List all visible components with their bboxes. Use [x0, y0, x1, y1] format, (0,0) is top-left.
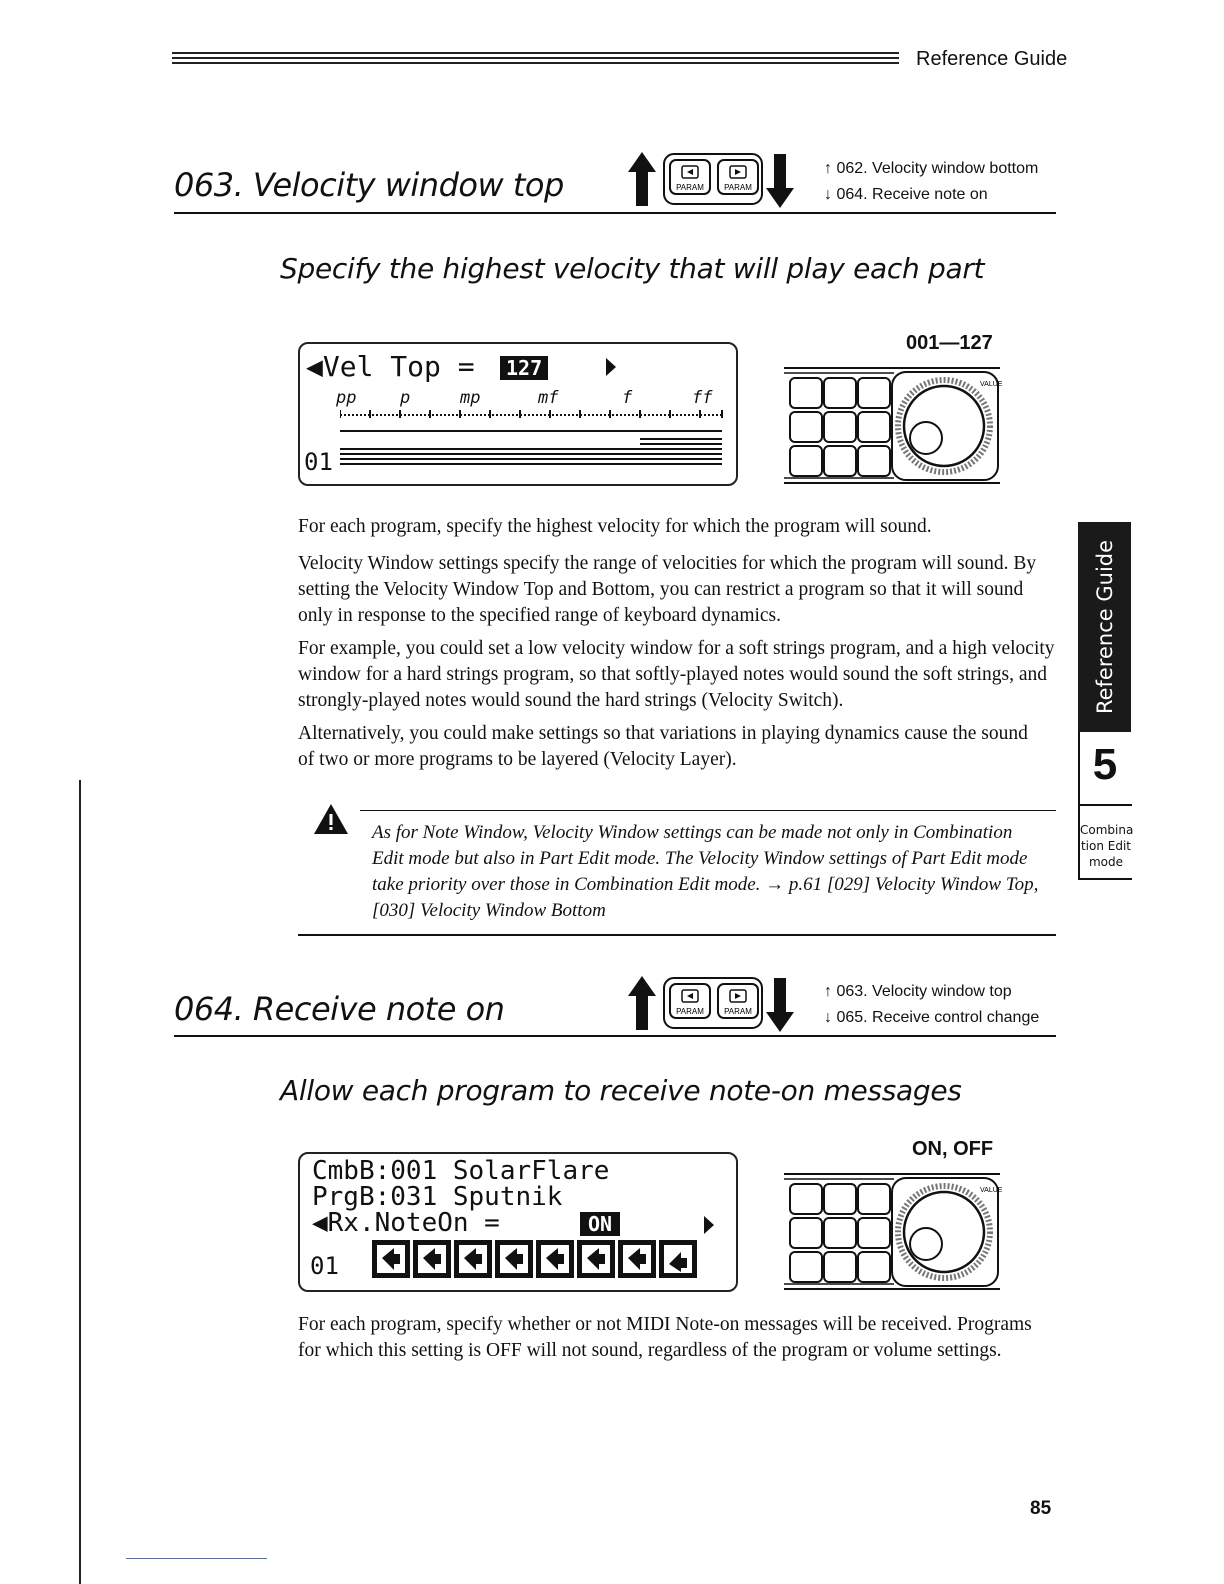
up-arrow-icon: [628, 976, 656, 1030]
lcd-combination-line: CmbB:001 SolarFlare: [312, 1156, 610, 1186]
nav-next-link[interactable]: ↓ 064. Receive note on: [824, 186, 988, 203]
svg-text:PARAM: PARAM: [676, 1007, 704, 1016]
lcd-param-line: ◀Vel Top =: [306, 350, 475, 383]
right-arrow-icon: [704, 1216, 714, 1234]
paragraph: Velocity Window settings specify the range of velocities for which the program will sound. By setting the Velocity Window Top and Bottom, you can restrict a program so that it will sound only in response to the specified range of keyboard dynamics.: [298, 553, 1037, 626]
up-arrow-icon: [628, 152, 656, 206]
section-subtitle: Specify the highest velocity that will play each part: [280, 252, 985, 285]
nav-prev-link[interactable]: ↑ 062. Velocity window bottom: [824, 160, 1039, 177]
svg-text:PARAM: PARAM: [676, 183, 704, 192]
param-nav-icon: [622, 974, 806, 1034]
warning-icon: [312, 802, 350, 836]
value-dial-panel: [784, 1172, 1002, 1292]
chapter-tab: Reference Guide: [1078, 522, 1131, 732]
lcd-value: ON: [580, 1212, 620, 1236]
svg-text:PARAM: PARAM: [724, 1007, 752, 1016]
note-text: As for Note Window, Velocity Window settings can be made not only in Combination Edit mode but also in Part Edit mode. The Velocity Window settings of Part Edit mode take priority over those in Combination Edit mode. → p.61 [029] Velocity Window Top, [030] Velocity Window Bottom: [372, 822, 1039, 921]
dynamics-row: pp p mp mf f ff: [336, 388, 713, 408]
lcd-part-number: 01: [310, 1252, 339, 1280]
margin-line: [79, 780, 81, 1584]
value-dial-panel: [784, 366, 1002, 486]
part-status-icons: [372, 1238, 712, 1280]
header-label: Reference Guide: [916, 48, 1068, 70]
lcd-program-line: PrgB:031 Sputnik: [312, 1182, 563, 1212]
svg-text:PARAM: PARAM: [724, 183, 752, 192]
down-arrow-icon: [766, 978, 794, 1032]
right-arrow-icon: [606, 358, 616, 376]
header-rule: [172, 52, 899, 70]
page-number: 85: [1030, 1498, 1052, 1519]
section-rule: [174, 1035, 1056, 1037]
note-on-icon: [536, 1240, 574, 1278]
lcd-part-number: 01: [304, 448, 333, 476]
paragraph: For each program, specify the highest velocity for which the program will sound.: [298, 516, 932, 537]
note-rule-bottom: [298, 934, 1056, 936]
svg-text:VALUE: VALUE: [980, 381, 1002, 388]
note-rule-top: [360, 810, 1056, 811]
section-title: 063. Velocity window top: [174, 166, 564, 204]
velocity-scale: [340, 410, 726, 474]
note-on-icon: [659, 1240, 697, 1278]
section-title: 064. Receive note on: [174, 990, 505, 1028]
lcd-value: 127: [500, 356, 548, 380]
lcd-param-line: ◀Rx.NoteOn =: [312, 1208, 500, 1238]
paragraph: Alternatively, you could make settings so that variations in playing dynamics cause the sound of two or more programs to be layered (Velocity Layer).: [298, 723, 1028, 770]
paragraph: For example, you could set a low velocity window for a soft strings program, and a high velocity window for a hard strings program, so that softly-played notes would sound the soft strings, and strongly-played notes would sound the hard strings (Velocity Switch).: [298, 638, 1055, 711]
margin-mark: [126, 1558, 267, 1559]
section-rule: [174, 212, 1056, 214]
note-on-icon: [454, 1240, 492, 1278]
note-on-icon: [495, 1240, 533, 1278]
note-on-icon: [577, 1240, 615, 1278]
note-on-icon: [372, 1240, 410, 1278]
value-range: ON, OFF: [912, 1138, 994, 1160]
svg-text:VALUE: VALUE: [980, 1187, 1002, 1194]
mode-label: Combina tion Edit mode: [1080, 823, 1134, 869]
paragraph: For each program, specify whether or not MIDI Note-on messages will be received. Programs for which this setting is OFF will not sound, regardless of the program or volume settings.: [298, 1314, 1032, 1361]
chapter-number: 5: [1092, 740, 1118, 789]
note-on-icon: [413, 1240, 451, 1278]
value-range: 001—127: [906, 332, 993, 354]
nav-prev-link[interactable]: ↑ 063. Velocity window top: [824, 983, 1012, 1000]
nav-next-link[interactable]: ↓ 065. Receive control change: [824, 1009, 1040, 1026]
lcd-display: [298, 342, 738, 486]
note-on-icon: [618, 1240, 656, 1278]
down-arrow-icon: [766, 154, 794, 208]
section-subtitle: Allow each program to receive note-on messages: [280, 1074, 962, 1107]
lcd-display: [298, 1152, 738, 1292]
param-nav-icon: [622, 150, 806, 210]
